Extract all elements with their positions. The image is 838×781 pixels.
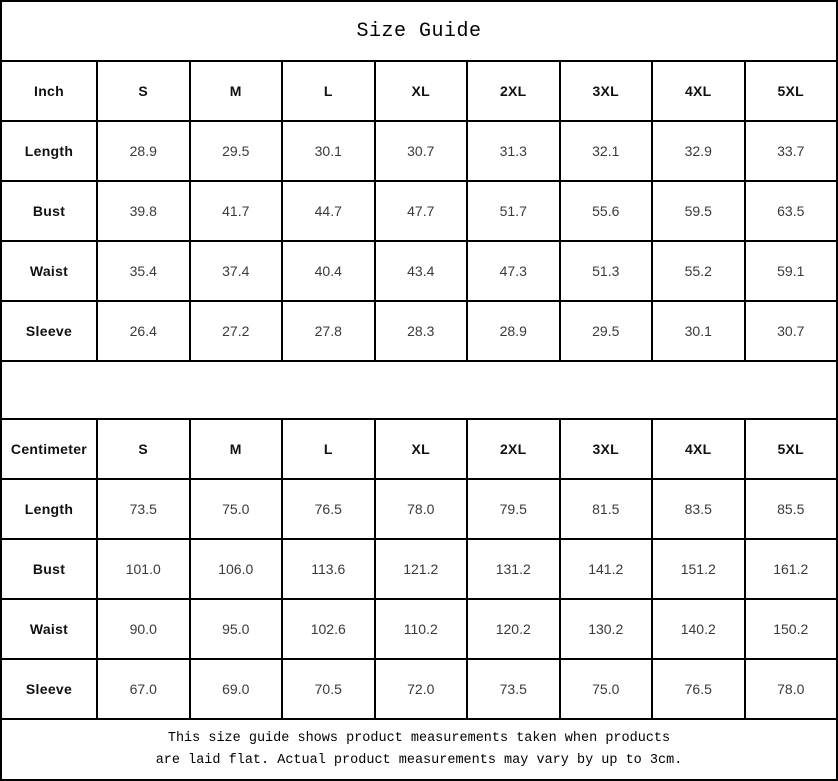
table-cell: 41.7 <box>189 182 282 240</box>
table-cell: 73.5 <box>96 480 189 538</box>
table-cell: 40.4 <box>281 242 374 300</box>
table-cell: 30.1 <box>651 302 744 360</box>
table-cell: 55.2 <box>651 242 744 300</box>
table-cell: 59.5 <box>651 182 744 240</box>
col-header-xl: XL <box>374 420 467 478</box>
table-cell: 78.0 <box>744 660 837 718</box>
table-cell: 131.2 <box>466 540 559 598</box>
table-cell: 141.2 <box>559 540 652 598</box>
table-cell: 161.2 <box>744 540 837 598</box>
row-label: Sleeve <box>25 323 73 339</box>
table-cell: 90.0 <box>96 600 189 658</box>
table-cell: 95.0 <box>189 600 282 658</box>
row-label: Length <box>24 501 74 517</box>
col-header-2xl: 2XL <box>466 420 559 478</box>
table-cell: 73.5 <box>466 660 559 718</box>
table-cell: 150.2 <box>744 600 837 658</box>
table-cell: 76.5 <box>651 660 744 718</box>
table-cell: 67.0 <box>96 660 189 718</box>
centimeter-header-row <box>2 418 836 478</box>
row-label: Length <box>24 143 74 159</box>
footer-line1: This size guide shows product measurements taken when products <box>167 730 671 746</box>
table-cell: 29.5 <box>559 302 652 360</box>
row-label: Waist <box>29 263 69 279</box>
table-cell: 47.3 <box>466 242 559 300</box>
table-row-inch-length <box>2 120 836 180</box>
inch-header-row <box>2 60 836 120</box>
table-cell: 30.1 <box>281 122 374 180</box>
col-header-3xl: 3XL <box>559 420 652 478</box>
table-cell: 51.7 <box>466 182 559 240</box>
table-cell: 78.0 <box>374 480 467 538</box>
table-cell: 101.0 <box>96 540 189 598</box>
col-header-2xl: 2XL <box>466 62 559 120</box>
table-row-cm-sleeve <box>2 658 836 718</box>
table-row-cm-waist <box>2 598 836 658</box>
table-cell: 44.7 <box>281 182 374 240</box>
table-cell: 32.1 <box>559 122 652 180</box>
table-cell: 43.4 <box>374 242 467 300</box>
col-header-s: S <box>96 62 189 120</box>
col-header-s: S <box>96 420 189 478</box>
table-cell: 75.0 <box>189 480 282 538</box>
table-cell: 26.4 <box>96 302 189 360</box>
row-label: Sleeve <box>25 681 73 697</box>
col-header-xl: XL <box>374 62 467 120</box>
table-cell: 106.0 <box>189 540 282 598</box>
table-cell: 27.2 <box>189 302 282 360</box>
table-row-cm-bust <box>2 538 836 598</box>
table-cell: 83.5 <box>651 480 744 538</box>
col-header-l: L <box>281 420 374 478</box>
col-header-4xl: 4XL <box>651 62 744 120</box>
table-cell: 151.2 <box>651 540 744 598</box>
table-cell: 31.3 <box>466 122 559 180</box>
col-header-5xl: 5XL <box>744 420 837 478</box>
col-header-m: M <box>189 420 282 478</box>
col-header-l: L <box>281 62 374 120</box>
row-label: Bust <box>32 203 66 219</box>
table-cell: 55.6 <box>559 182 652 240</box>
table-cell: 70.5 <box>281 660 374 718</box>
table-cell: 130.2 <box>559 600 652 658</box>
table-cell: 79.5 <box>466 480 559 538</box>
table-cell: 32.9 <box>651 122 744 180</box>
unit-header-inch: Inch <box>34 83 64 99</box>
table-cell: 27.8 <box>281 302 374 360</box>
table-cell: 63.5 <box>744 182 837 240</box>
row-label: Bust <box>32 561 66 577</box>
table-cell: 51.3 <box>559 242 652 300</box>
col-header-3xl: 3XL <box>559 62 652 120</box>
col-header-m: M <box>189 62 282 120</box>
footer-note <box>2 718 836 779</box>
page-title: Size Guide <box>356 19 482 43</box>
table-cell: 30.7 <box>374 122 467 180</box>
table-cell: 72.0 <box>374 660 467 718</box>
table-row-inch-waist <box>2 240 836 300</box>
row-label: Waist <box>29 621 69 637</box>
table-cell: 121.2 <box>374 540 467 598</box>
table-cell: 76.5 <box>281 480 374 538</box>
table-cell: 75.0 <box>559 660 652 718</box>
table-cell: 85.5 <box>744 480 837 538</box>
table-cell: 28.3 <box>374 302 467 360</box>
table-cell: 140.2 <box>651 600 744 658</box>
table-cell: 81.5 <box>559 480 652 538</box>
table-cell: 37.4 <box>189 242 282 300</box>
table-cell: 28.9 <box>96 122 189 180</box>
spacer-row <box>2 360 836 418</box>
table-cell: 113.6 <box>281 540 374 598</box>
col-header-4xl: 4XL <box>651 420 744 478</box>
footer-line2: are laid flat. Actual product measurements may vary by up to 3cm. <box>155 752 683 768</box>
table-row-inch-bust <box>2 180 836 240</box>
table-cell: 33.7 <box>744 122 837 180</box>
table-cell: 59.1 <box>744 242 837 300</box>
table-cell: 39.8 <box>96 182 189 240</box>
table-cell: 110.2 <box>374 600 467 658</box>
table-cell: 47.7 <box>374 182 467 240</box>
table-cell: 35.4 <box>96 242 189 300</box>
table-row-cm-length <box>2 478 836 538</box>
unit-header-centimeter: Centimeter <box>10 441 88 457</box>
table-cell: 69.0 <box>189 660 282 718</box>
col-header-5xl: 5XL <box>744 62 837 120</box>
table-cell: 28.9 <box>466 302 559 360</box>
table-cell: 102.6 <box>281 600 374 658</box>
table-cell: 30.7 <box>744 302 837 360</box>
table-row-inch-sleeve <box>2 300 836 360</box>
table-cell: 120.2 <box>466 600 559 658</box>
table-cell: 29.5 <box>189 122 282 180</box>
